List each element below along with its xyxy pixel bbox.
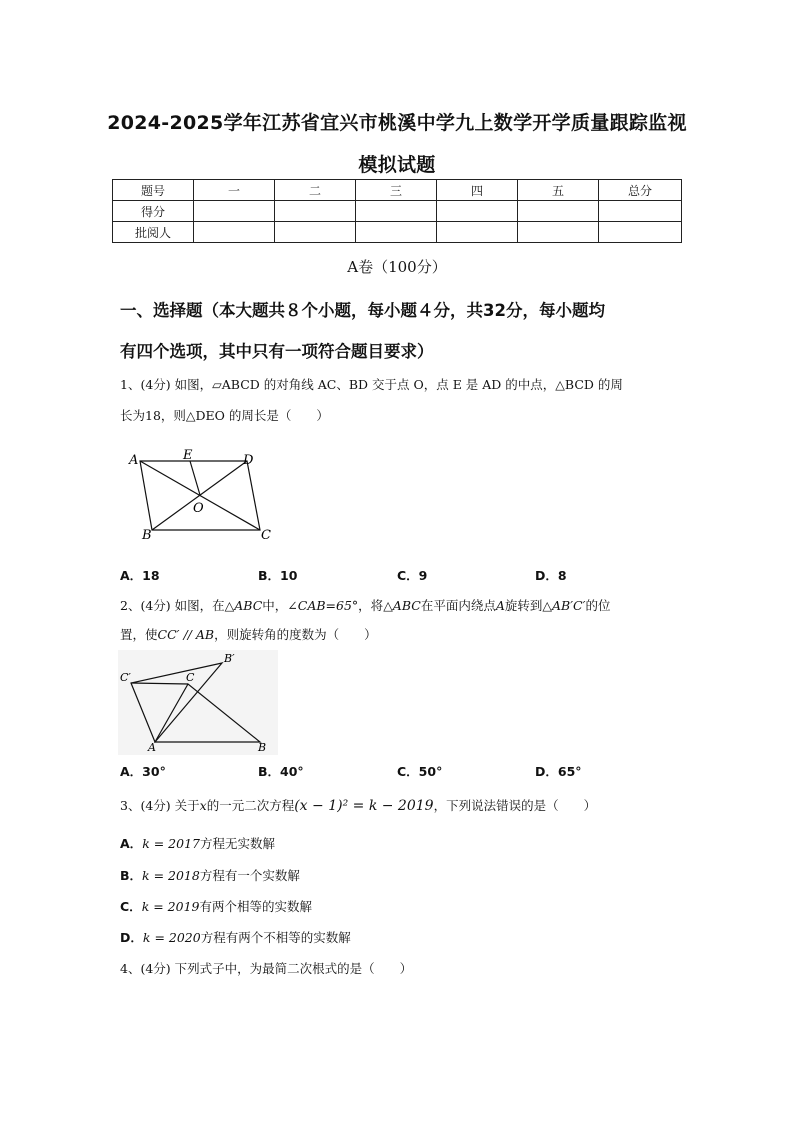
score-cell[interactable] <box>194 201 275 222</box>
q3-option-equation: k = 2017 <box>142 836 200 851</box>
q2-math: ∠CAB=65° <box>287 598 359 613</box>
q2-text: ，将 <box>358 598 384 613</box>
q3-text: ，下列说法错误的是（ ） <box>433 798 597 813</box>
label-o: O <box>193 501 204 516</box>
question-3-stem <box>120 796 680 816</box>
label-d: D <box>243 453 254 468</box>
title-line-1: 2024-2025学年江苏省宜兴市桃溪中学九上数学开学质量跟踪监视 <box>107 112 687 134</box>
section-1-heading-line-2: 有四个选项，其中只有一项符合题目要求） <box>120 342 434 361</box>
q2-math: △ABC <box>383 598 421 613</box>
question-2-line-2 <box>120 625 680 644</box>
q2-text: ，则旋转角的度数为（ ） <box>214 627 377 642</box>
score-cell[interactable] <box>194 222 275 243</box>
q1-option-c[interactable]: C．9 <box>397 568 428 583</box>
q3-option-text: 有两个相等的实数解 <box>199 899 313 914</box>
segment-eo <box>190 461 200 495</box>
label-c-prime: C′ <box>120 671 131 684</box>
q3-option-a[interactable] <box>120 834 680 853</box>
score-header-cell: 一 <box>194 180 275 201</box>
score-cell[interactable] <box>437 201 518 222</box>
q2-option-c[interactable]: C．50° <box>397 764 443 779</box>
label-b-prime: B′ <box>224 652 235 665</box>
q2-math: △AB′C′ <box>542 598 586 613</box>
question-1-line-1: 1、(4分) 如图，▱ABCD 的对角线 AC、BD 交于点 O，点 E 是 AD 的中点，△BCD 的周 <box>120 377 623 392</box>
label-e: E <box>183 448 193 463</box>
score-table-header-row <box>113 180 682 201</box>
q1-option-d[interactable]: D．8 <box>535 568 567 583</box>
q3-math: x <box>199 798 207 813</box>
title-line-2: 模拟试题 <box>358 154 436 176</box>
q3-option-equation: k = 2019 <box>141 899 200 914</box>
question-4-stem: 4、(4分) 下列式子中，为最简二次根式的是（ ） <box>120 961 413 976</box>
section-1-heading-line-1: 一、选择题（本大题共８个小题，每小题４分，共32分，每小题均 <box>120 301 605 320</box>
q2-text: 中， <box>262 598 288 613</box>
figure-background <box>118 650 278 755</box>
q3-equation: (x − 1)² = k − 2019 <box>294 798 434 814</box>
score-header-cell: 二 <box>275 180 356 201</box>
score-row-label: 得分 <box>113 201 194 222</box>
q3-text: 的一元二次方程 <box>206 798 295 813</box>
q3-option-d[interactable] <box>120 928 680 947</box>
score-cell[interactable] <box>356 222 437 243</box>
label-a: A <box>148 741 156 754</box>
q1-option-a[interactable]: A．18 <box>120 568 160 583</box>
q3-option-letter: C． <box>120 899 142 914</box>
q2-text: 2、(4分) 如图，在 <box>120 598 225 613</box>
q2-option-b[interactable]: B．40° <box>258 764 304 779</box>
label-c: C <box>261 528 271 543</box>
q3-option-letter: A． <box>120 836 143 851</box>
q2-math: △ABC <box>224 598 263 613</box>
q2-option-a[interactable]: A．30° <box>120 764 166 779</box>
score-cell[interactable] <box>599 222 682 243</box>
score-cell[interactable] <box>275 201 356 222</box>
label-b: B <box>258 741 267 754</box>
score-cell[interactable] <box>275 222 356 243</box>
question-1-line-2: 长为18，则△DEO 的周长是（ ） <box>120 408 329 423</box>
label-a: A <box>129 453 139 468</box>
diagonal-bd <box>152 461 247 530</box>
q2-rotation-figure <box>118 650 278 755</box>
q2-option-d[interactable]: D．65° <box>535 764 582 779</box>
q2-text: 旋转到 <box>504 598 543 613</box>
q3-option-letter: D． <box>120 930 143 945</box>
score-cell[interactable] <box>518 201 599 222</box>
score-cell[interactable] <box>518 222 599 243</box>
q3-text: 3、(4分) 关于 <box>120 798 200 813</box>
q2-text: 的位 <box>585 598 611 613</box>
score-row-label: 批阅人 <box>113 222 194 243</box>
label-b: B <box>142 528 152 543</box>
q2-math: A <box>495 598 505 613</box>
score-cell[interactable] <box>599 201 682 222</box>
score-header-cell: 总分 <box>599 180 682 201</box>
score-table <box>112 179 682 243</box>
q3-option-b[interactable] <box>120 866 680 885</box>
score-header-cell: 三 <box>356 180 437 201</box>
q1-parallelogram-figure <box>120 444 290 544</box>
score-table-row <box>113 201 682 222</box>
q3-option-equation: k = 2020 <box>142 930 201 945</box>
label-c: C <box>186 671 195 684</box>
q2-math: CC′ // AB <box>157 627 215 642</box>
q3-option-c[interactable] <box>120 897 680 916</box>
question-2-line-1 <box>120 596 680 615</box>
volume-heading: A卷（100分） <box>347 258 447 276</box>
q3-option-text: 方程无实数解 <box>200 836 276 851</box>
score-cell[interactable] <box>356 201 437 222</box>
q3-option-equation: k = 2018 <box>142 868 200 883</box>
q1-option-b[interactable]: B．10 <box>258 568 298 583</box>
q3-option-letter: B． <box>120 868 143 883</box>
score-header-cell: 五 <box>518 180 599 201</box>
score-header-cell: 题号 <box>113 180 194 201</box>
q3-option-text: 方程有两个不相等的实数解 <box>200 930 351 945</box>
score-header-cell: 四 <box>437 180 518 201</box>
score-table-row <box>113 222 682 243</box>
q2-text: 在平面内绕点 <box>420 598 496 613</box>
score-cell[interactable] <box>437 222 518 243</box>
q3-option-text: 方程有一个实数解 <box>199 868 300 883</box>
q2-text: 置，使 <box>120 627 158 642</box>
